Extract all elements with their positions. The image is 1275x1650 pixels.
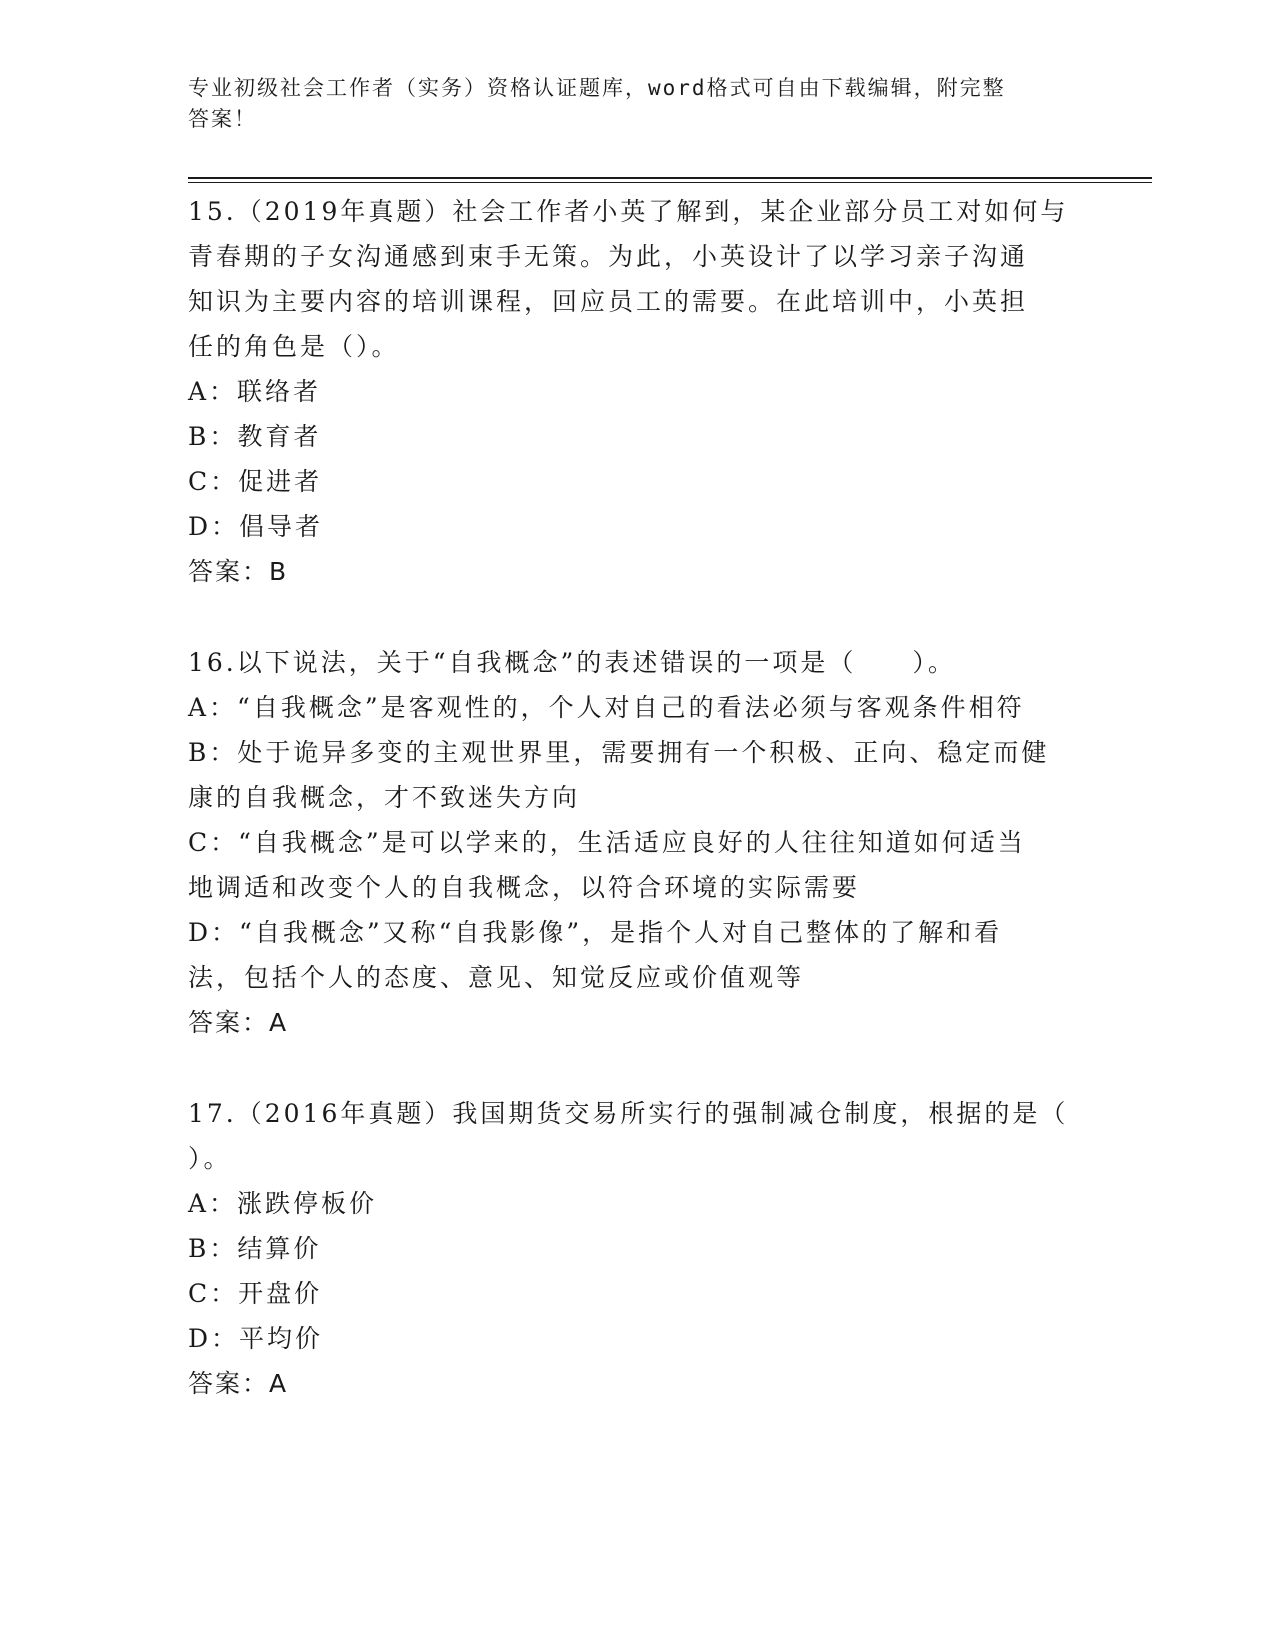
question-stem-line: 17.（2016年真题）我国期货交易所实行的强制减仓制度，根据的是（ [188, 1099, 1069, 1128]
document-header [188, 73, 1078, 135]
question-16 [188, 640, 1088, 1045]
question-spacer [188, 594, 1088, 640]
question-15 [188, 189, 1088, 594]
question-stem-line: 16.以下说法，关于“自我概念”的表述错误的一项是（ ）。 [188, 648, 956, 677]
option-b-continuation: 康的自我概念，才不致迷失方向 [188, 783, 581, 812]
option-b: B：教育者 [188, 422, 322, 451]
question-stem-line: 任的角色是（）。 [188, 332, 400, 361]
option-c-continuation: 地调适和改变个人的自我概念，以符合环境的实际需要 [188, 873, 861, 902]
option-d-continuation: 法，包括个人的态度、意见、知觉反应或价值观等 [188, 963, 805, 992]
answer-line: 答案：A [188, 1008, 289, 1037]
option-a: A：“自我概念”是客观性的，个人对自己的看法必须与客观条件相符 [188, 693, 1025, 722]
option-d: D：“自我概念”又称“自我影像”，是指个人对自己整体的了解和看 [188, 918, 1003, 947]
option-c: C：“自我概念”是可以学来的，生活适应良好的人往往知道如何适当 [188, 828, 1026, 857]
question-stem-line: 15.（2019年真题）社会工作者小英了解到，某企业部分员工对如何与 [188, 197, 1069, 226]
question-17 [188, 1091, 1088, 1406]
answer-line: 答案：A [188, 1369, 289, 1398]
question-stem-line: 青春期的子女沟通感到束手无策。为此，小英设计了以学习亲子沟通 [188, 242, 1029, 271]
option-b: B：处于诡异多变的主观世界里，需要拥有一个积极、正向、稳定而健 [188, 738, 1050, 767]
answer-line: 答案：B [188, 557, 289, 586]
option-c: C：促进者 [188, 467, 323, 496]
option-d: D：平均价 [188, 1324, 324, 1353]
question-list [188, 189, 1088, 1406]
option-a: A：涨跌停板价 [188, 1189, 378, 1218]
option-a: A：联络者 [188, 377, 322, 406]
question-stem-line: 知识为主要内容的培训课程，回应员工的需要。在此培训中，小英担 [188, 287, 1029, 316]
header-rule-thick [188, 177, 1152, 179]
option-c: C：开盘价 [188, 1279, 323, 1308]
header-rule-thin [188, 182, 1152, 183]
question-stem-line: ）。 [188, 1144, 232, 1173]
question-spacer [188, 1045, 1088, 1091]
option-d: D：倡导者 [188, 512, 324, 541]
header-line-2: 答案！ [188, 107, 257, 131]
option-b: B：结算价 [188, 1234, 322, 1263]
header-line-1: 专业初级社会工作者（实务）资格认证题库，word格式可自由下载编辑，附完整 [188, 76, 1006, 100]
